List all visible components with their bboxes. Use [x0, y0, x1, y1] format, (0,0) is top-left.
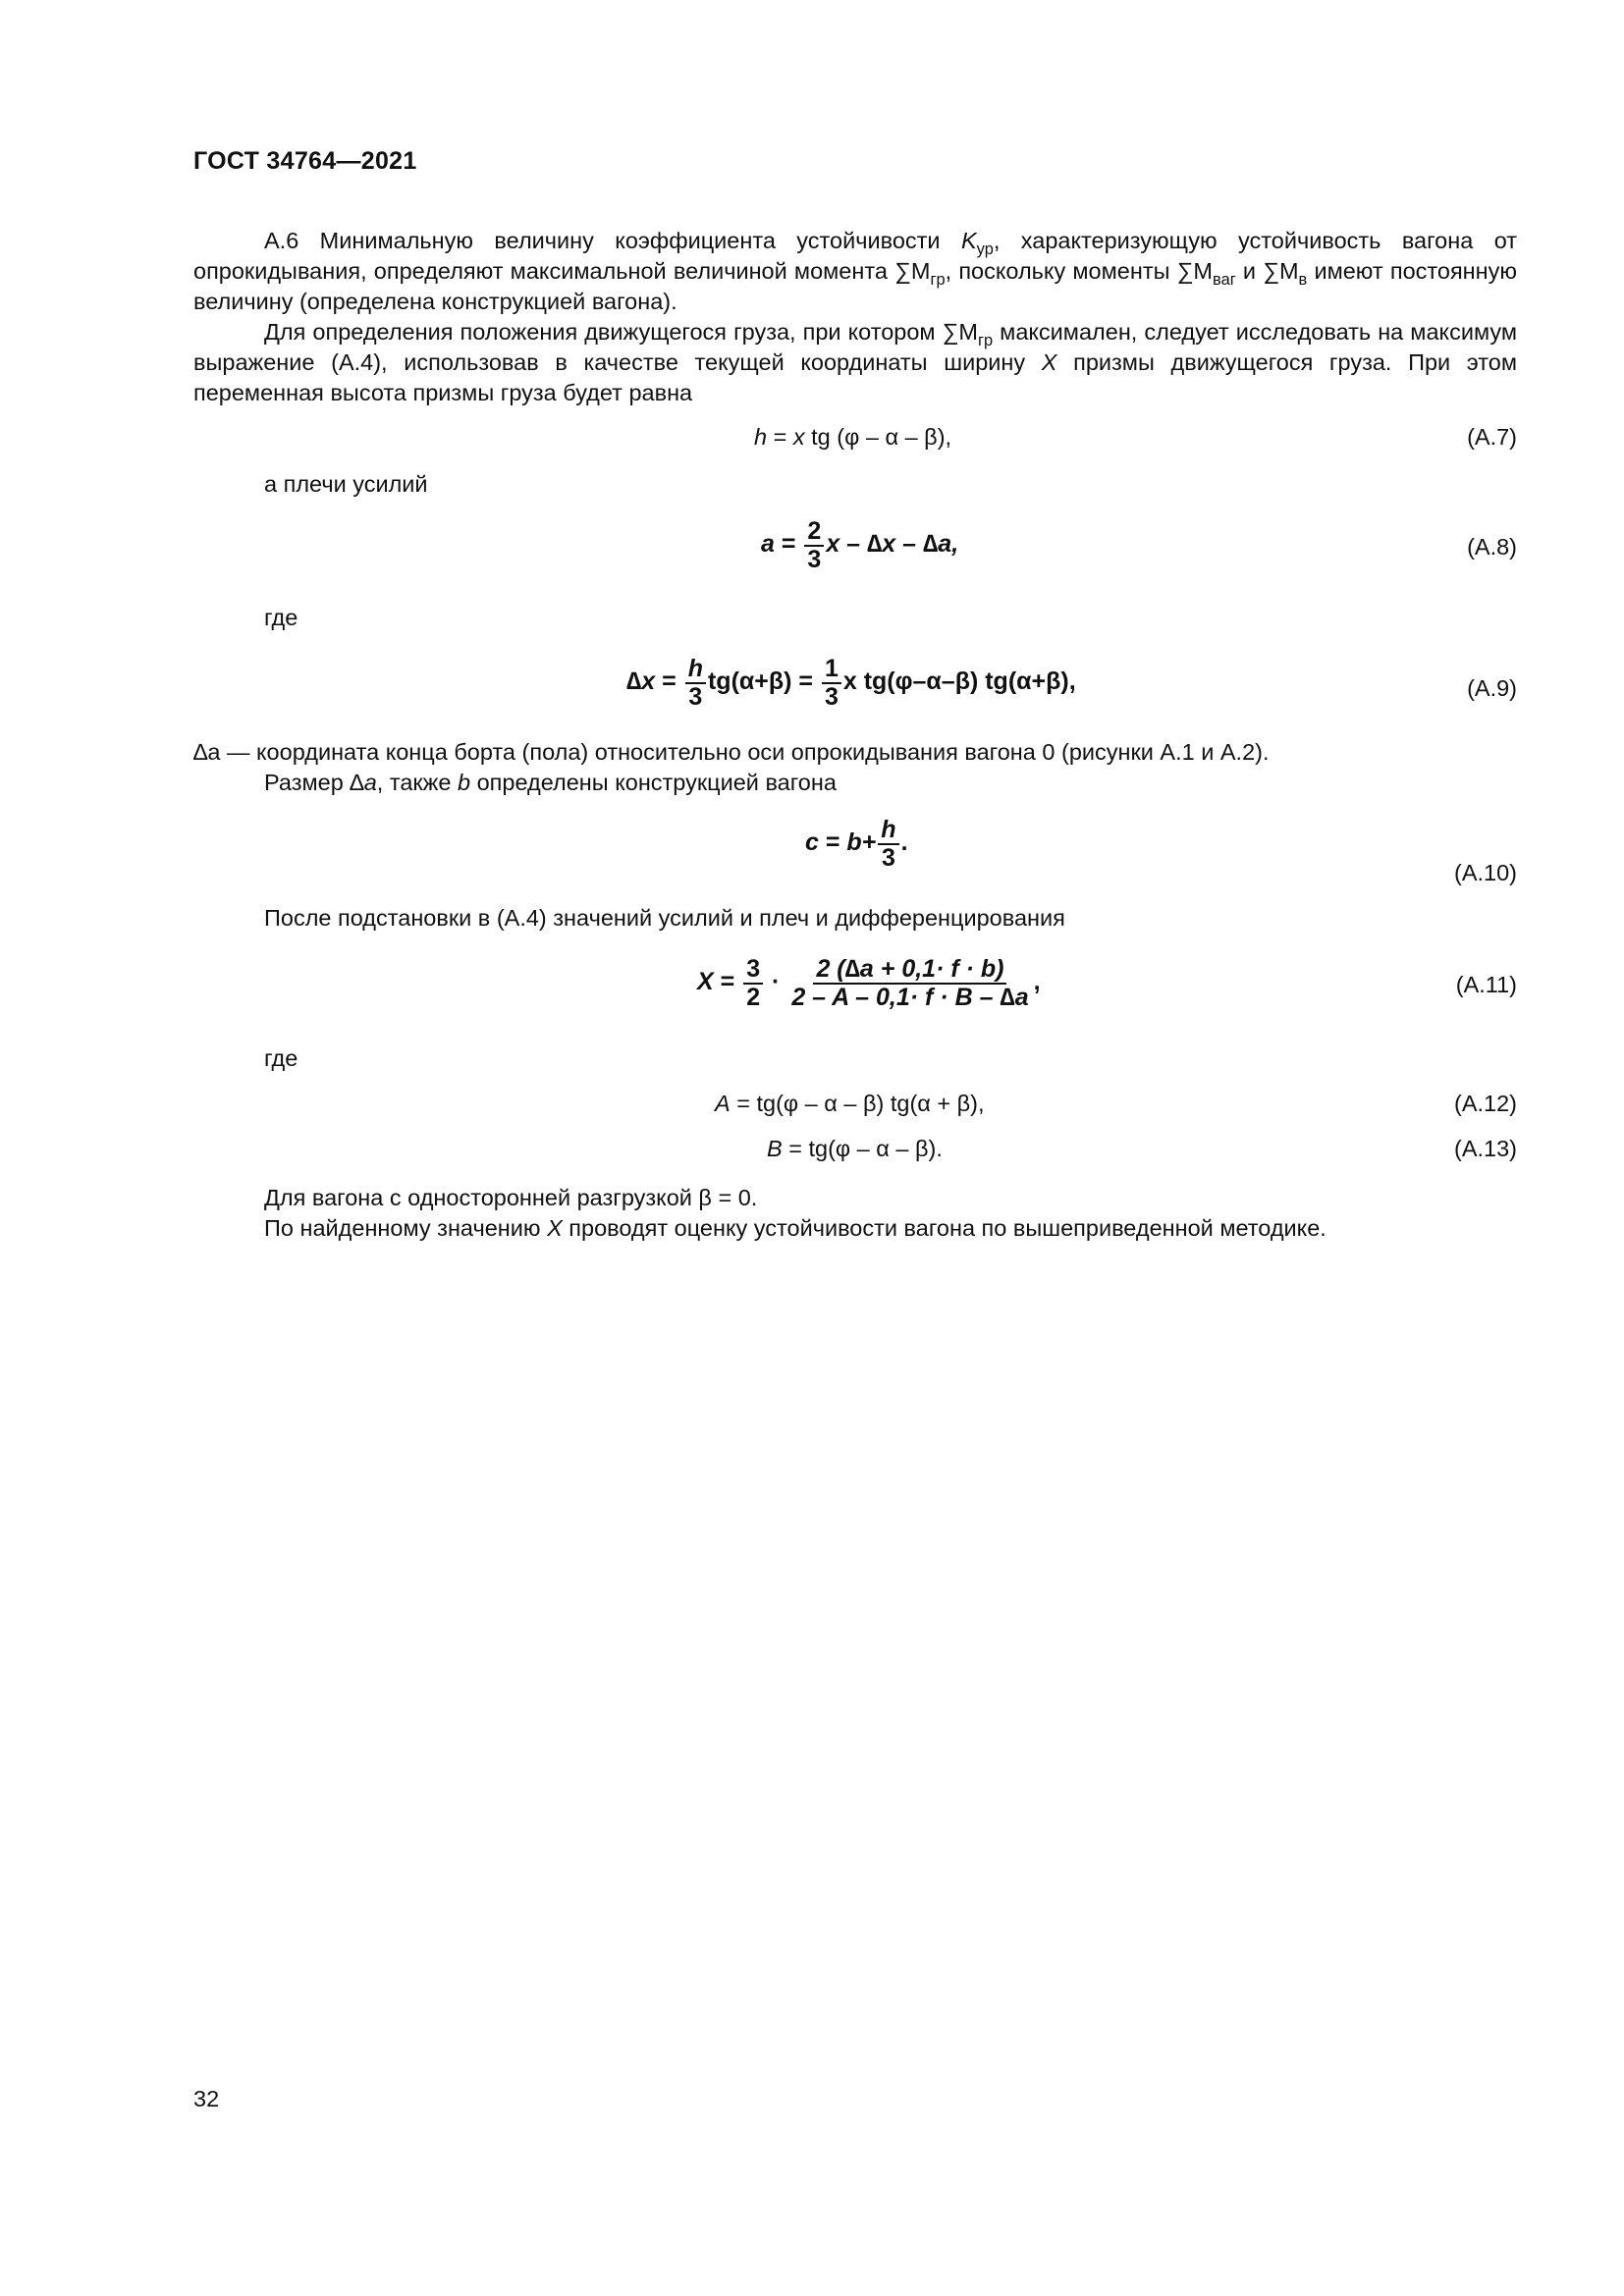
text-delta-a-definition: ∆a — координата конца борта (пола) относительно оси опрокидывания вагона 0 (рисунки А.1 и А.2). — [193, 739, 1270, 765]
text-size-definition: Размер ∆a, также b определены конструкцией вагона — [264, 770, 837, 795]
fraction: $\frac{h}{3}$ — [878, 817, 898, 872]
equation-number: (А.12) — [1454, 1091, 1517, 1116]
text-arms: а плечи усилий — [264, 471, 428, 497]
text-where-2: где — [264, 1045, 298, 1071]
equation-number: (А.7) — [1467, 424, 1517, 450]
equation-number: (А.13) — [1454, 1136, 1517, 1161]
text-one-side-unloading: Для вагона с односторонней разгрузкой β = 0. — [264, 1185, 758, 1210]
fraction: $\frac{2 (\Delta a + 0,1\cdot f \cdot b)}{2 - A - 0,1\cdot f \cdot B - \Delta a}$ — [791, 955, 1029, 1011]
equation-number: (А.9) — [1467, 675, 1517, 701]
fraction: $\frac{3}{2}$ — [743, 956, 763, 1011]
equation-number: (А.10) — [1454, 860, 1517, 885]
text-final-assessment: По найденному значению X проводят оценку устойчивости вагона по вышеприведенной методике. — [264, 1215, 1326, 1241]
equation-number: (А.8) — [1467, 534, 1517, 560]
fraction: $\frac{h}{3}$ — [685, 656, 706, 711]
document-header: ГОСТ 34764—2021 — [193, 147, 417, 175]
equation-number: (А.11) — [1455, 972, 1517, 997]
page-number: 32 — [193, 2086, 220, 2111]
paragraph-moving-load: Для определения положения движущегося груза, при котором $\sum M_{гр}$ максимален, следует исследовать на максимум выражение (А.4), использовав в качестве текущей координаты ширину X призмы движущегося груза. При этом переменная высота призмы груза будет равна — [193, 319, 1518, 405]
text-where-1: где — [264, 605, 298, 630]
document-page: ГОСТ 34764—2021 А.6 Минимальную величину коэффициента устойчивости $K_{ур}$, характеризующую устойчивость вагона от опрокидывания, определяют максимальной величиной момента $\sum M_{гр}$, поскольку моменты $\sum M_{ваг}$ и $\sum M_в$ имеют постоянную величину (определена конструкцией вагона). Для определения положения движущегося груза, при котором $\sum M_{гр}$ максимален, следует исследовать на максимум выражение (А.4), использовав в качестве текущей координаты ширину X призмы движущегося груза. При этом переменная высота призмы груза будет равна h = x tg (φ – α – β), (А.7) а плечи усилий a = $\frac{2}{3}$ x – ∆x – ∆a, (А.8) где ∆x = $\frac{h}{3}$ tg(α+β) = $\frac{1}{3}$ x tg(φ–α–β) tg(α+β), (А.9) ∆a — координата конца борта (пола) относительно оси опрокидывания вагона 0 (рисунки А.1 и А.2). Размер ∆a, также b определены конструкцией вагона c = b+ $\frac{h}{3}$ . (А.10) После подстановки в (А.4) значений усилий и плеч и дифференцирования X = $\frac{3}{2}$ · $\frac{2 (\Delta a + 0,1\cdot f \cdot b)}{2 - A - 0,1\cdot f \cdot B - \Delta a}$ , (А.11) где A = tg(φ – α – β) tg(α + β), (А.12) B = tg(φ – α – β). (А.13) Для вагона с односторонней разгрузкой β = 0. По найденному значению X проводят оценку устойчивости вагона по вышеприведенной методике. 32 — [193, 147, 1518, 2111]
text-after-substitution: После подстановки в (А.4) значений усилий и плеч и дифференцирования — [264, 905, 1065, 931]
fraction: $\frac{2}{3}$ — [804, 518, 824, 573]
fraction: $\frac{1}{3}$ — [822, 656, 841, 711]
paragraph-a6: А.6 Минимальную величину коэффициента устойчивости $K_{ур}$, характеризующую устойчивость вагона от опрокидывания, определяют максимальной величиной момента $\sum M_{гр}$, поскольку моменты $\sum M_{ваг}$ и $\sum M_в$ имеют постоянную величину (определена конструкцией вагона). — [193, 228, 1518, 314]
